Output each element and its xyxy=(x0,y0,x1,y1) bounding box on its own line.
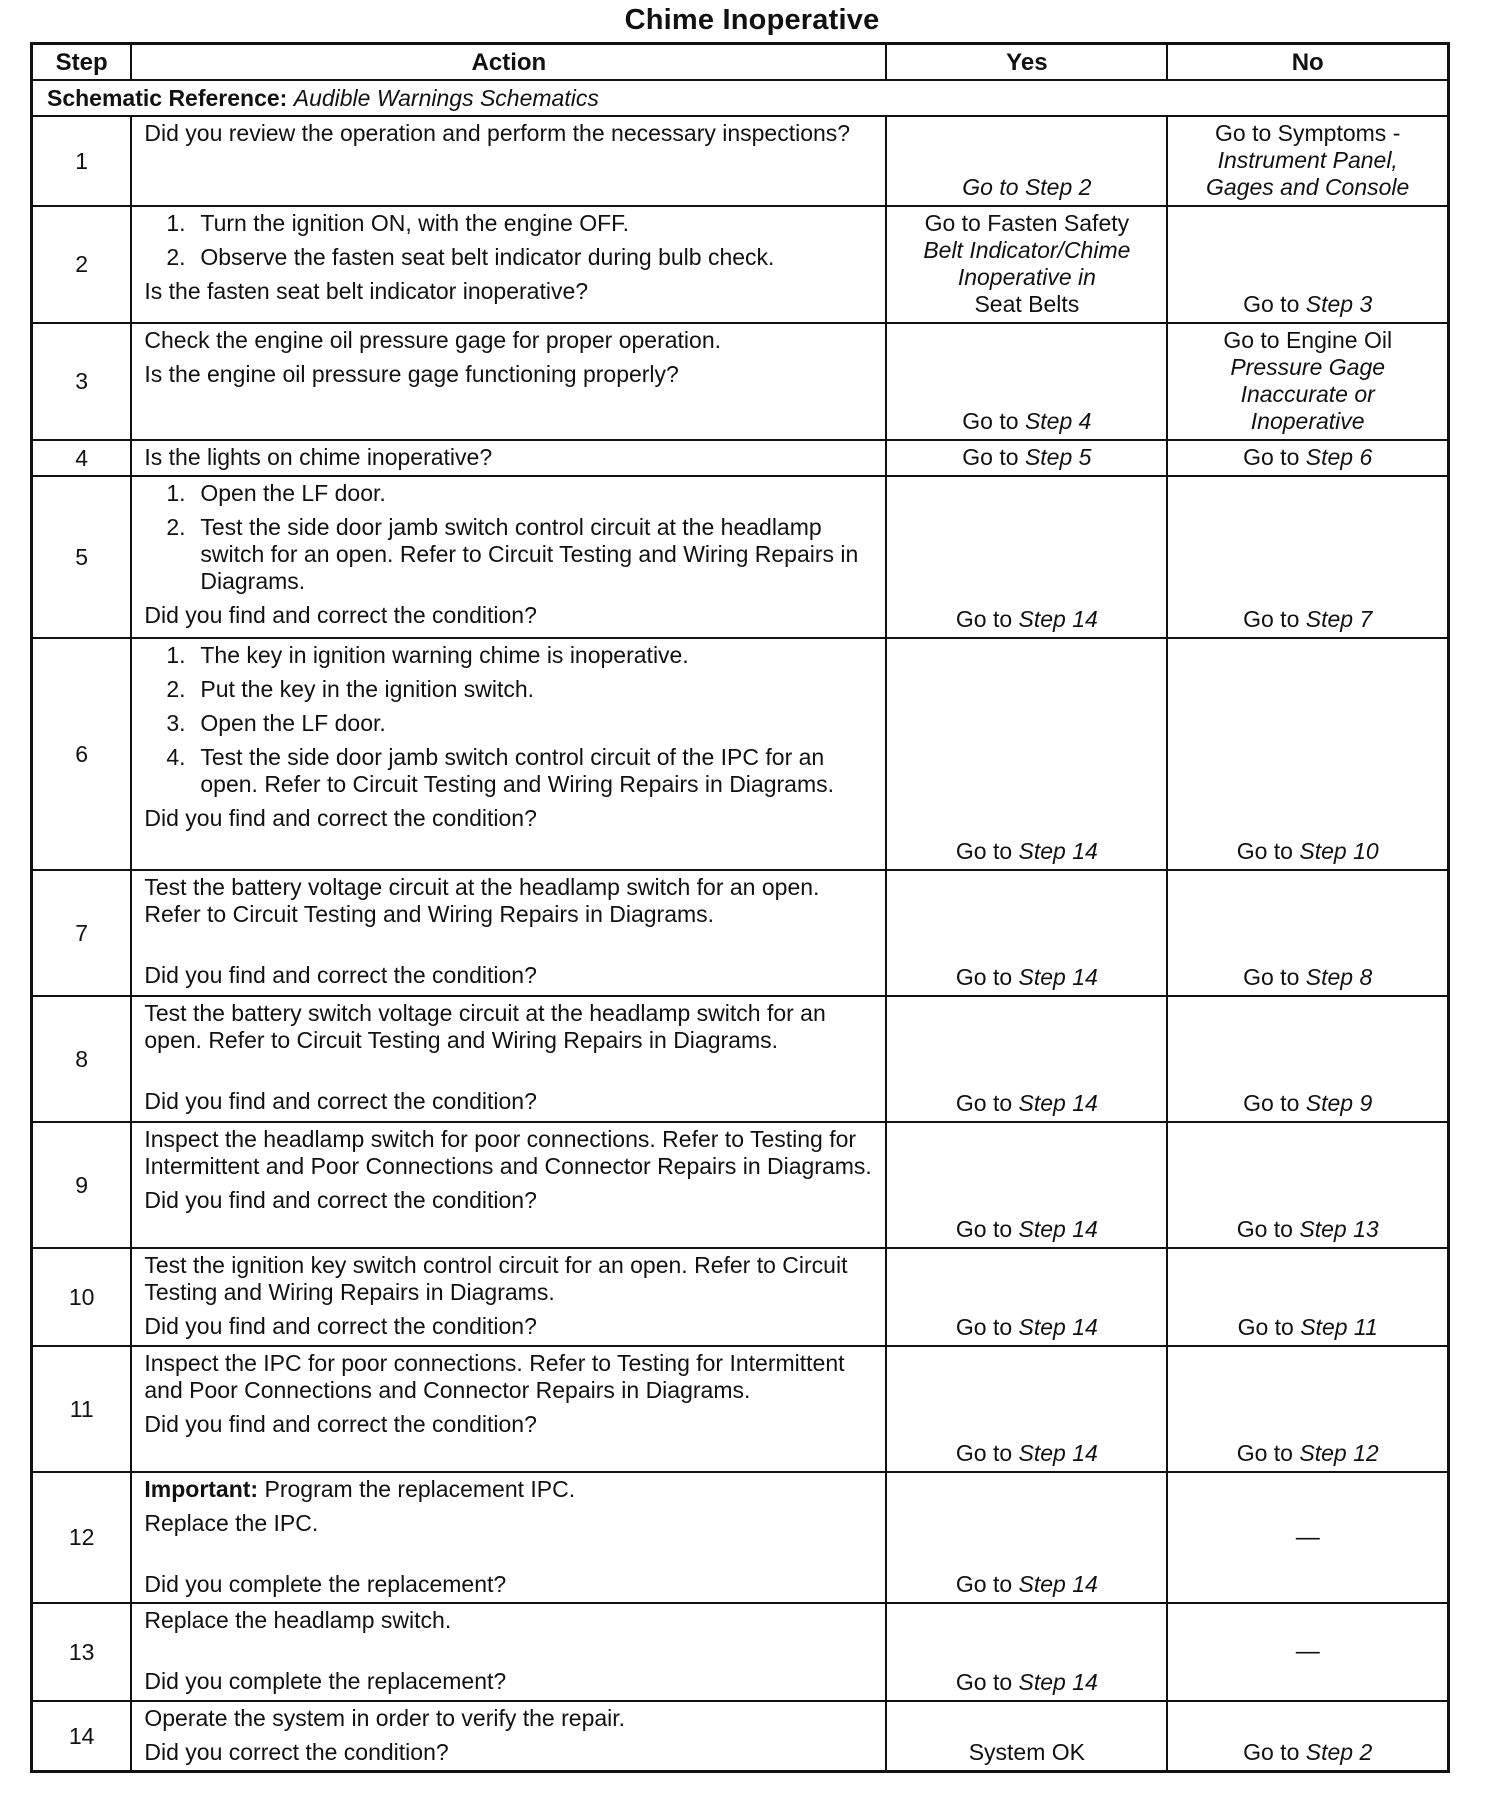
no-cell xyxy=(1167,1701,1448,1772)
step-question: Did you review the operation and perform the necessary inspections? xyxy=(144,120,851,146)
no-cell xyxy=(1167,1603,1448,1701)
list-item: 2. Observe the fasten seat belt indicator during bulb check. xyxy=(166,244,775,270)
no-cell xyxy=(1167,638,1448,870)
yes-cell xyxy=(886,323,1167,440)
no-cell xyxy=(1167,1346,1448,1472)
yes-result[interactable]: Go to Step 14 xyxy=(955,606,1098,632)
step-question: Is the fasten seat belt indicator inoperative? xyxy=(144,278,589,304)
no-cell xyxy=(1167,1472,1448,1603)
step-question: Did you find and correct the condition? xyxy=(144,602,537,628)
step-instruction: Replace the IPC. xyxy=(144,1510,319,1536)
no-result[interactable]: Go to Symptoms - xyxy=(1215,120,1401,146)
table-row xyxy=(32,323,1449,440)
no-cell xyxy=(1167,440,1448,476)
yes-result[interactable]: System OK xyxy=(968,1739,1086,1765)
yes-cell xyxy=(886,996,1167,1122)
yes-result[interactable]: Go to Step 14 xyxy=(955,1216,1098,1242)
no-result[interactable]: Go to Step 8 xyxy=(1243,964,1373,990)
list-item: 1. Turn the ignition ON, with the engine OFF. xyxy=(166,210,630,236)
step-instruction: Inspect the headlamp switch for poor connections. Refer to Testing for Intermittent and Poor Connections and Connector Repairs in Diagrams. xyxy=(144,1126,872,1179)
yes-result[interactable]: Go to Fasten Safety xyxy=(924,210,1130,236)
header-step: Step xyxy=(32,44,132,81)
table-row xyxy=(32,1346,1449,1472)
yes-result[interactable]: Go to Step 14 xyxy=(955,1440,1098,1466)
step-number: 12 xyxy=(32,1472,132,1603)
no-result[interactable]: Go to Step 3 xyxy=(1243,291,1373,317)
step-action xyxy=(131,323,886,440)
schematic-row xyxy=(32,80,1449,116)
no-result[interactable]: Go to Step 9 xyxy=(1243,1090,1373,1116)
step-number: 13 xyxy=(32,1603,132,1701)
step-question: Did you find and correct the condition? xyxy=(144,1313,537,1339)
yes-cell xyxy=(886,476,1167,638)
yes-cell xyxy=(886,1122,1167,1248)
step-action xyxy=(131,1603,886,1701)
step-question: Did you find and correct the condition? xyxy=(144,1411,537,1437)
table-row xyxy=(32,1122,1449,1248)
no-result[interactable]: Go to Step 6 xyxy=(1243,444,1373,470)
step-action xyxy=(131,440,886,476)
step-action xyxy=(131,870,886,996)
step-action xyxy=(131,996,886,1122)
yes-result[interactable]: Go to Step 5 xyxy=(962,444,1092,470)
yes-cell xyxy=(886,1701,1167,1772)
step-number: 11 xyxy=(32,1346,132,1472)
step-question: Did you find and correct the condition? xyxy=(144,962,537,988)
list-item: 2. Test the side door jamb switch control circuit at the headlamp switch for an open. Refer to Circuit Testing and Wiring Repairs in Diagrams. xyxy=(166,514,859,594)
no-result[interactable]: Go to Step 10 xyxy=(1236,838,1379,864)
yes-cell xyxy=(886,1472,1167,1603)
step-question: Did you complete the replacement? xyxy=(144,1571,507,1597)
step-number: 10 xyxy=(32,1248,132,1346)
table-row xyxy=(32,476,1449,638)
table-row xyxy=(32,206,1449,323)
table-row xyxy=(32,440,1449,476)
step-number: 5 xyxy=(32,476,132,638)
step-instruction: Test the ignition key switch control circuit for an open. Refer to Circuit Testing and Wiring Repairs in Diagrams. xyxy=(144,1252,848,1305)
step-action xyxy=(131,1346,886,1472)
step-instruction: Replace the headlamp switch. xyxy=(144,1607,452,1633)
step-question: Did you complete the replacement? xyxy=(144,1668,507,1694)
yes-result[interactable]: Go to Step 4 xyxy=(962,408,1092,434)
step-number: 7 xyxy=(32,870,132,996)
no-cell xyxy=(1167,206,1448,323)
step-action xyxy=(131,116,886,206)
no-cell: Go to Engine Oil Pressure Gage Inaccurate or Inoperative xyxy=(1167,323,1448,440)
step-instruction: Inspect the IPC for poor connections. Refer to Testing for Intermittent and Poor Connections and Connector Repairs in Diagrams. xyxy=(144,1350,845,1403)
no-result[interactable]: Go to Step 7 xyxy=(1243,606,1373,632)
header-row xyxy=(32,44,1449,81)
header-no: No xyxy=(1167,44,1448,81)
no-cell xyxy=(1167,476,1448,638)
no-cell: Go to Symptoms - Instrument Panel, Gages and Console xyxy=(1167,116,1448,206)
table-row xyxy=(32,1472,1449,1603)
no-cell xyxy=(1167,996,1448,1122)
yes-cell xyxy=(886,1603,1167,1701)
no-cell xyxy=(1167,1122,1448,1248)
header-yes: Yes xyxy=(886,44,1167,81)
table-row xyxy=(32,1603,1449,1701)
step-question: Did you find and correct the condition? xyxy=(144,1187,537,1213)
no-result[interactable]: Go to Step 13 xyxy=(1236,1216,1379,1242)
yes-result[interactable]: Go to Step 14 xyxy=(955,1090,1098,1116)
table-row xyxy=(32,996,1449,1122)
step-action xyxy=(131,1122,886,1248)
table-row xyxy=(32,1248,1449,1346)
yes-result[interactable]: Go to Step 14 xyxy=(955,964,1098,990)
important-note: Important: Program the replacement IPC. xyxy=(144,1476,576,1502)
page-title: Chime Inoperative xyxy=(624,4,880,36)
schematic-reference xyxy=(32,80,1449,116)
header-action: Action xyxy=(131,44,886,81)
step-instruction: Operate the system in order to verify the repair. xyxy=(144,1705,626,1731)
step-action xyxy=(131,1248,886,1346)
step-action xyxy=(131,206,886,323)
step-action xyxy=(131,638,886,870)
step-number: 8 xyxy=(32,996,132,1122)
step-instruction: Test the battery voltage circuit at the headlamp switch for an open. Refer to Circuit Testing and Wiring Repairs in Diagrams. xyxy=(144,874,820,927)
list-item: 1. Open the LF door. xyxy=(166,480,386,506)
step-number: 4 xyxy=(32,440,132,476)
no-result[interactable]: Go to Step 12 xyxy=(1236,1440,1379,1466)
yes-result[interactable]: Go to Step 14 xyxy=(955,1314,1098,1340)
list-item: 2. Put the key in the ignition switch. xyxy=(166,676,535,702)
yes-cell xyxy=(886,1346,1167,1472)
step-instruction: Test the battery switch voltage circuit at the headlamp switch for an open. Refer to Circuit Testing and Wiring Repairs in Diagrams. xyxy=(144,1000,826,1053)
yes-result[interactable]: Go to Step 14 xyxy=(955,838,1098,864)
step-instruction: Check the engine oil pressure gage for proper operation. xyxy=(144,327,722,353)
yes-result[interactable]: Go to Step 2 xyxy=(962,174,1092,200)
step-question: Did you find and correct the condition? xyxy=(144,805,537,831)
no-result[interactable]: Go to Engine Oil xyxy=(1223,327,1393,353)
yes-cell xyxy=(886,116,1167,206)
step-question: Is the engine oil pressure gage functioning properly? xyxy=(144,361,679,387)
no-cell xyxy=(1167,1248,1448,1346)
step-action xyxy=(131,1701,886,1772)
table-row xyxy=(32,116,1449,206)
step-number: 1 xyxy=(32,116,132,206)
no-result: — xyxy=(1295,1638,1320,1665)
yes-result[interactable]: Go to Step 14 xyxy=(955,1669,1098,1695)
schematic-link[interactable]: Audible Warnings Schematics xyxy=(293,84,599,111)
no-cell xyxy=(1167,870,1448,996)
step-number: 6 xyxy=(32,638,132,870)
list-item: 3. Open the LF door. xyxy=(166,710,386,736)
step-question: Is the lights on chime inoperative? xyxy=(144,444,493,470)
list-item: 1. The key in ignition warning chime is inoperative. xyxy=(166,642,689,668)
step-number: 14 xyxy=(32,1701,132,1772)
step-action xyxy=(131,1472,886,1603)
step-question: Did you find and correct the condition? xyxy=(144,1088,537,1114)
no-result[interactable]: Go to Step 11 xyxy=(1237,1314,1378,1340)
yes-cell xyxy=(886,638,1167,870)
list-item: 4. Test the side door jamb switch control circuit of the IPC for an open. Refer to Circuit Testing and Wiring Repairs in Diagrams. xyxy=(166,744,834,797)
step-number: 3 xyxy=(32,323,132,440)
yes-cell xyxy=(886,870,1167,996)
step-number: 9 xyxy=(32,1122,132,1248)
step-action xyxy=(131,476,886,638)
table-row xyxy=(32,638,1449,870)
table-row xyxy=(32,870,1449,996)
step-items xyxy=(144,210,877,271)
step-number: 2 xyxy=(32,206,132,323)
no-result: — xyxy=(1295,1523,1320,1551)
yes-cell xyxy=(886,440,1167,476)
yes-cell xyxy=(886,1248,1167,1346)
no-result[interactable]: Go to Step 2 xyxy=(1243,1739,1373,1765)
step-items xyxy=(144,642,877,798)
yes-cell: Go to Fasten Safety Belt Indicator/Chime Inoperative in Seat Belts xyxy=(886,206,1167,323)
step-question: Did you correct the condition? xyxy=(144,1739,449,1765)
diagnostic-table xyxy=(30,42,1450,1773)
yes-result[interactable]: Go to Step 14 xyxy=(955,1571,1098,1597)
schematic-label: Schematic Reference: xyxy=(47,84,288,111)
step-items xyxy=(144,480,877,595)
table-row xyxy=(32,1701,1449,1772)
